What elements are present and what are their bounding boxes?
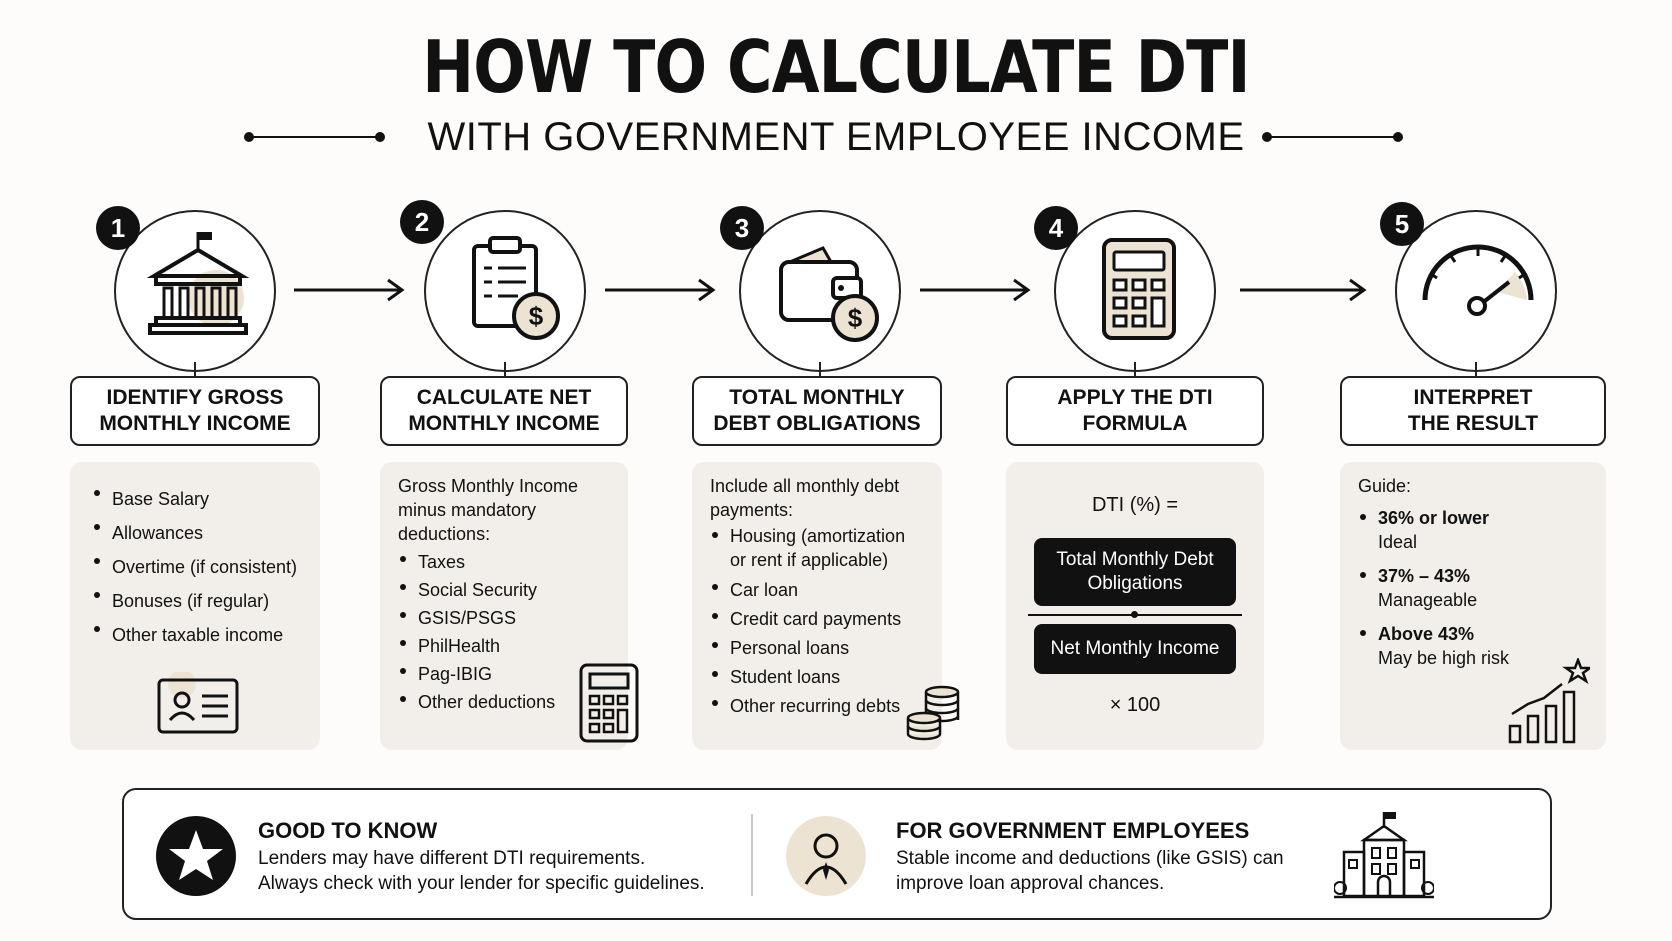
step-number-badge: 5 xyxy=(1380,202,1424,246)
speedometer-gauge-icon xyxy=(1397,212,1559,374)
connector-line xyxy=(1134,362,1136,376)
coins-stack-icon xyxy=(904,684,962,742)
list-item: Other recurring debts xyxy=(710,692,942,721)
wallet-dollar-icon xyxy=(741,212,903,374)
list-item-housing: Housing (amortization or rent if applicable) xyxy=(710,524,942,572)
formula-multiplier: × 100 xyxy=(1109,694,1161,716)
list-item: Pag-IBIG xyxy=(398,660,628,688)
page-subtitle: WITH GOVERNMENT EMPLOYEE INCOME xyxy=(427,115,1245,159)
step-1-panel xyxy=(70,462,320,750)
step-1-label: IDENTIFY GROSS MONTHLY INCOME xyxy=(70,376,320,446)
step-4-panel xyxy=(1006,462,1264,750)
net-income-intro: Gross Monthly Income minus mandatory deductions: xyxy=(398,476,579,544)
list-item: Other deductions xyxy=(398,688,628,716)
formula-prefix: DTI (%) = xyxy=(1091,494,1179,516)
star-icon xyxy=(154,814,238,898)
bottom-banner xyxy=(122,788,1552,920)
growth-chart-star-icon xyxy=(1506,658,1590,744)
list-item: Other taxable income xyxy=(92,618,320,652)
banner-divider xyxy=(751,814,753,896)
step-3-panel xyxy=(692,462,942,750)
list-item: Social Security xyxy=(398,576,628,604)
list-item: Bonuses (if regular) xyxy=(92,584,320,618)
step-number-badge: 3 xyxy=(720,206,764,250)
guide-item: 36% or lower Ideal xyxy=(1358,506,1606,554)
connector-line xyxy=(194,362,196,376)
step-3-label: TOTAL MONTHLY DEBT OBLIGATIONS xyxy=(692,376,942,446)
guide-label: Guide: xyxy=(1358,476,1412,496)
calculator-icon xyxy=(1056,212,1218,374)
gov-employees-title: FOR GOVERNMENT EMPLOYEES xyxy=(896,818,1250,843)
svg-text:$: $ xyxy=(528,301,544,331)
government-employee-icon xyxy=(784,814,868,898)
guide-item: Above 43% May be high risk xyxy=(1358,622,1606,670)
list-item: Base Salary xyxy=(92,482,320,516)
list-item: Car loan xyxy=(710,576,942,605)
debt-intro: Include all monthly debt payments: xyxy=(710,476,900,520)
subtitle-right-line xyxy=(1268,136,1398,138)
gov-employees-text: Stable income and deductions (like GSIS) can improve loan approval chances. xyxy=(896,848,1284,894)
id-card-icon xyxy=(156,672,240,736)
good-to-know-title: GOOD TO KNOW xyxy=(258,818,438,843)
connector-line xyxy=(1475,362,1477,376)
connector-line xyxy=(819,362,821,376)
formula-denominator: Net Monthly Income xyxy=(1034,624,1236,674)
list-item: Overtime (if consistent) xyxy=(92,550,320,584)
list-item: Personal loans xyxy=(710,634,942,663)
guide-list xyxy=(1358,506,1606,670)
clipboard-dollar-icon xyxy=(426,212,588,374)
arrow-right-icon xyxy=(292,278,408,302)
formula-numerator: Total Monthly Debt Obligations xyxy=(1034,538,1236,606)
list-item: Taxes xyxy=(398,548,628,576)
step-2-icon-circle xyxy=(424,210,586,372)
connector-line xyxy=(504,362,506,376)
subtitle-row xyxy=(0,112,1672,162)
step-number-badge: 4 xyxy=(1034,206,1078,250)
list-item: Student loans xyxy=(710,663,942,692)
guide-item: 37% – 43% Manageable xyxy=(1358,564,1606,612)
step-4-label: APPLY THE DTI FORMULA xyxy=(1006,376,1264,446)
subtitle-right-dot xyxy=(1393,132,1403,142)
step-2-label: CALCULATE NET MONTHLY INCOME xyxy=(380,376,628,446)
page-title: HOW TO CALCULATE DTI xyxy=(422,25,1250,109)
government-building-icon xyxy=(116,212,278,374)
good-to-know-text: Lenders may have different DTI requirements. Always check with your lender for specific guidelines. xyxy=(258,848,705,894)
step-5-label: INTERPRET THE RESULT xyxy=(1340,376,1606,446)
list-item: PhilHealth xyxy=(398,632,628,660)
fraction-bar-dot xyxy=(1131,611,1138,618)
step-number-badge: 1 xyxy=(96,206,140,250)
calculator-icon xyxy=(578,662,642,744)
step-2-panel xyxy=(380,462,628,750)
step-3-icon-circle xyxy=(739,210,901,372)
income-items-list xyxy=(92,482,320,652)
step-number-badge: 2 xyxy=(400,200,444,244)
government-office-building-icon xyxy=(1334,810,1434,900)
arrow-right-icon xyxy=(1238,278,1370,302)
svg-text:$: $ xyxy=(847,303,863,333)
list-item: Allowances xyxy=(92,516,320,550)
list-item: GSIS/PSGS xyxy=(398,604,628,632)
arrow-right-icon xyxy=(918,278,1034,302)
step-4-icon-circle xyxy=(1054,210,1216,372)
step-5-panel xyxy=(1340,462,1606,750)
arrow-right-icon xyxy=(603,278,719,302)
list-item: Credit card payments xyxy=(710,605,942,634)
